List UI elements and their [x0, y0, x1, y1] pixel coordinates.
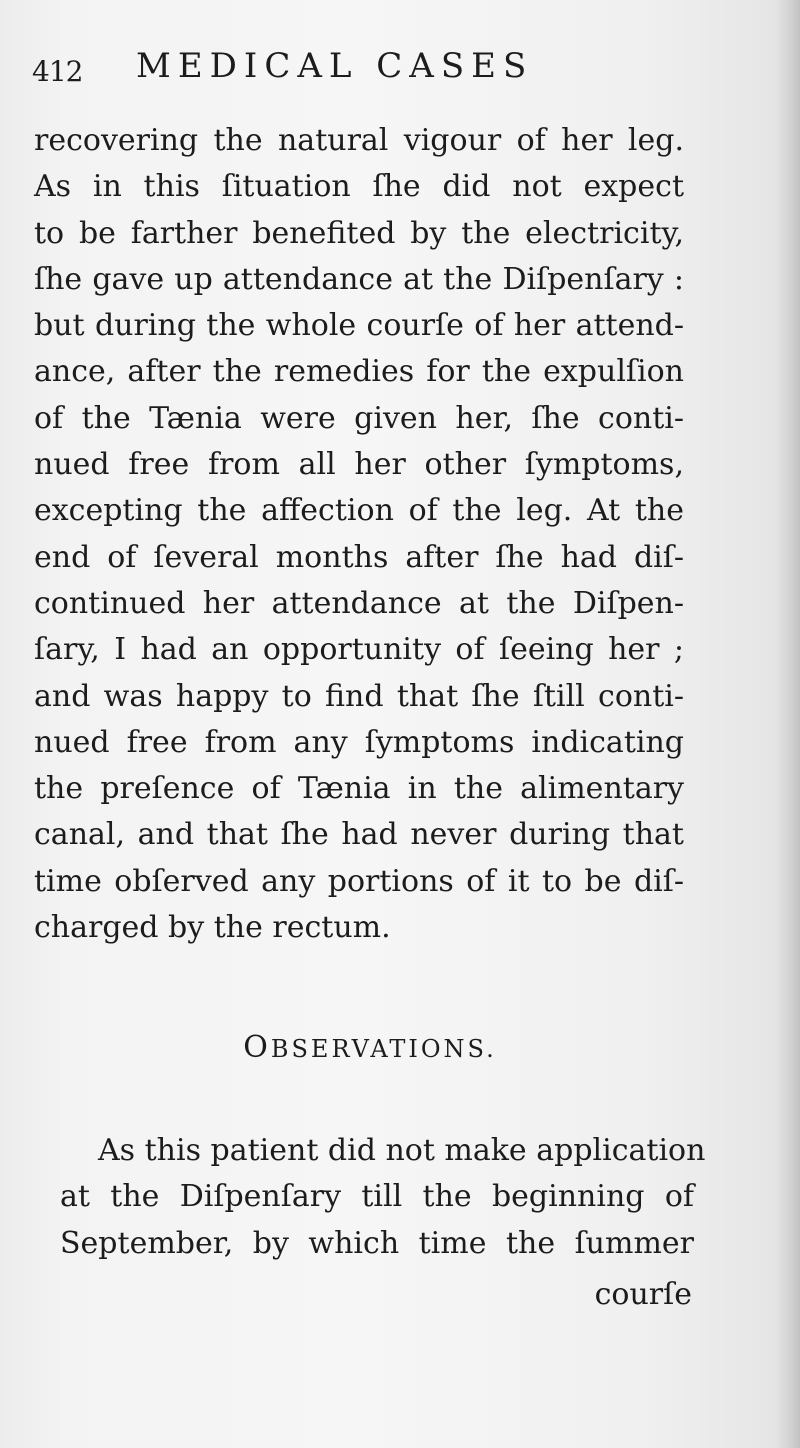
paragraph-1	[34, 118, 684, 951]
text-line: nued free from all her other ſymptoms,	[34, 447, 684, 483]
text-line: at the Diſpenſary till the beginning of	[60, 1179, 694, 1215]
paragraph-2	[60, 1128, 706, 1267]
text-line: As in this ſituation ſhe did not expect	[34, 169, 684, 205]
section-heading-rest: BSERVATIONS.	[270, 1035, 497, 1063]
text-line: continued her attendance at the Diſpen-	[34, 585, 684, 621]
text-line: September, by which time the ſummer	[60, 1225, 694, 1261]
text-line: ſhe gave up attendance at the Diſpenſary :	[34, 261, 684, 297]
text-line: the preſence of Tænia in the alimentary	[34, 771, 684, 807]
text-line: but during the whole courſe of her attend-	[34, 308, 684, 344]
text-line: time obſerved any portions of it to be diſ-	[34, 863, 684, 899]
text-line: nued free from any ſymptoms indicating	[34, 724, 684, 760]
text-line: and was happy to find that ſhe ſtill conti-	[34, 678, 684, 714]
text-line: of the Tænia were given her, ſhe conti-	[34, 400, 684, 436]
page-header	[32, 40, 592, 90]
section-heading	[0, 1030, 740, 1067]
text-line: recovering the natural vigour of her leg.	[34, 123, 684, 158]
text-line: canal, and that ſhe had never during that	[34, 817, 684, 853]
running-head: MEDICAL CASES	[136, 46, 534, 86]
page-number: 412	[32, 55, 83, 88]
text-line: As this patient did not make application	[98, 1133, 706, 1168]
text-line: ance, after the remedies for the expulſion	[34, 354, 684, 390]
text-line: charged by the rectum.	[34, 910, 391, 946]
section-heading-initial: O	[243, 1030, 271, 1065]
catchword: courſe	[594, 1277, 692, 1312]
text-line: end of ſeveral months after ſhe had diſ-	[34, 539, 684, 575]
text-line: to be farther benefited by the electricity,	[34, 215, 684, 251]
text-line: excepting the affection of the leg. At the	[34, 493, 684, 529]
text-line: ſary, I had an opportunity of ſeeing her ;	[34, 632, 684, 668]
page-edge-shadow	[776, 0, 800, 1448]
